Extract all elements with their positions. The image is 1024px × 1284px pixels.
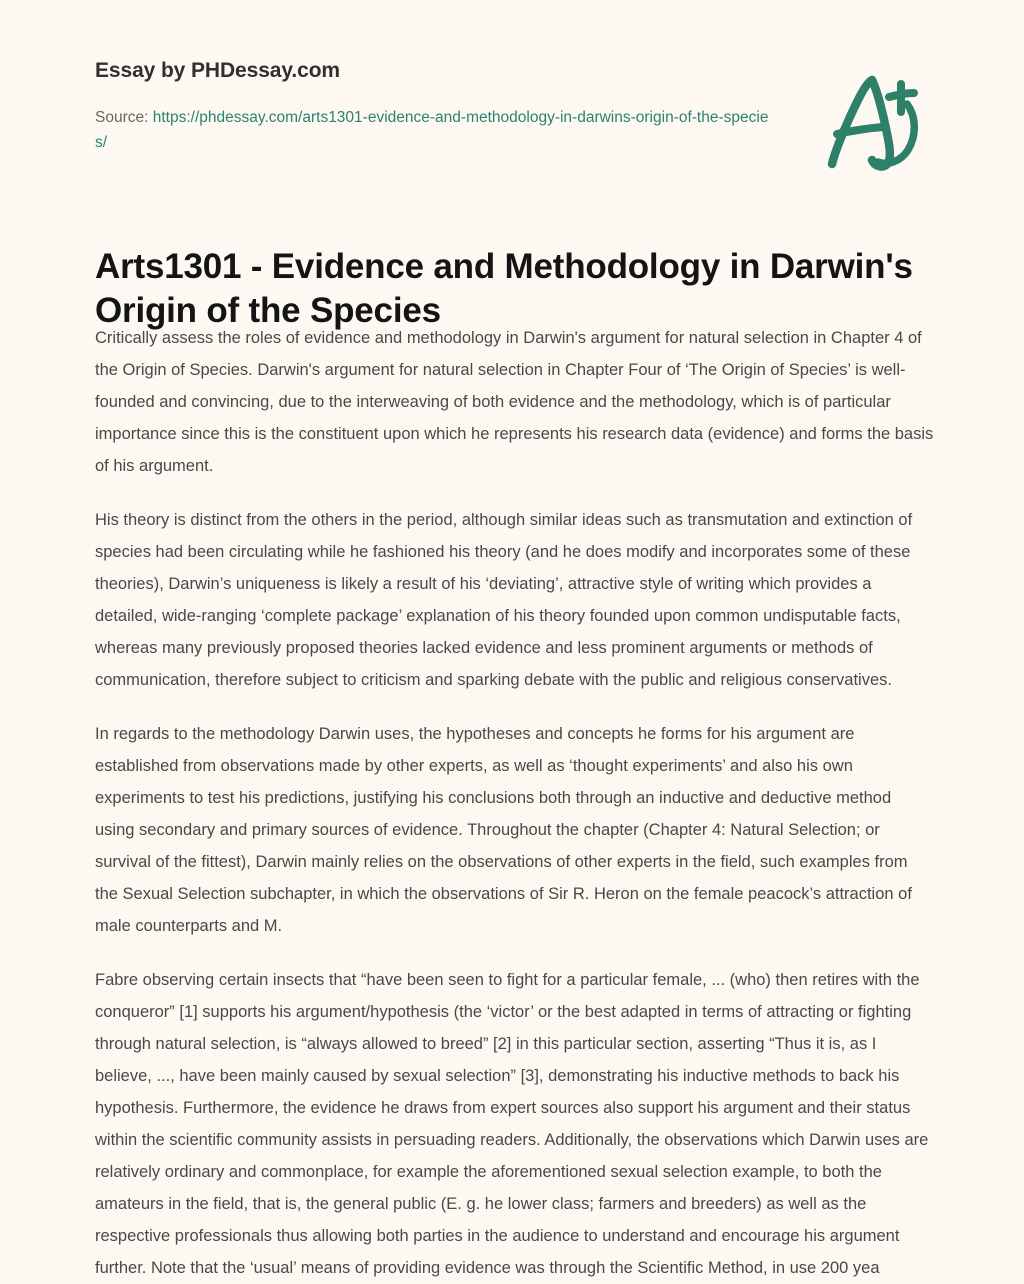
paragraph: In regards to the methodology Darwin uses, the hypotheses and concepts he forms for his argument are established from observations made by other experts, as well as ‘thought experiments’ and also his own experiments to test his predictions, justifying his conclusions both through an inductive and deductive method using secondary and primary sources of evidence. Throughout the chapter (Chapter 4: Natural Selection; or survival of the fittest), Darwin mainly relies on the observations of other experts in the field, such examples from the Sexual Selection subchapter, in which the observations of Sir R. Heron on the female peacock’s attraction of male counterparts and M.	[95, 725, 912, 935]
page-title: Arts1301 - Evidence and Methodology in Darwin's Origin of the Species	[95, 247, 913, 331]
page-header	[95, 58, 930, 155]
article-body	[95, 322, 935, 1284]
paragraph: Fabre observing certain insects that “have been seen to fight for a particular female, ... (who) then retires with the conqueror” [1] supports his argument/hypothesis (the ‘victor’ or the best adapted in terms of attracting or fighting through natural selection, is “always allowed to breed” [2] in this particular section, asserting “Thus it is, as I believe, ..., have been mainly caused by sexual selection” [3], demonstrating his inductive methods to back his hypothesis. Furthermore, the evidence he draws from expert sources also support his argument and their status within the scientific community assists in persuading readers. Additionally, the observations which Darwin uses are relatively ordinary and commonplace, for example the aforementioned sexual selection example, to both the amateurs in the field, that is, the general public (E. g. he lower class; farmers and breeders) as well as the respective professionals thus allowing both parties in the audience to understand and encourage his argument further. Note that the ‘usual’ means of providing evidence was through the Scientific Method, in use 200 yea	[95, 971, 929, 1277]
paragraph: Critically assess the roles of evidence and methodology in Darwin's argument for natural selection in Chapter 4 of the Origin of Species. Darwin's argument for natural selection in Chapter Four of ‘The Origin of Species’ is well-founded and convincing, due to the interweaving of both evidence and the methodology, which is of particular importance since this is the constituent upon which he represents his research data (evidence) and forms the basis of his argument.	[95, 329, 934, 475]
source-url-link[interactable]: https://phdessay.com/arts1301-evidence-and-methodology-in-darwins-origin-of-the-species/	[95, 109, 769, 151]
source-attribution	[95, 105, 775, 155]
source-label: Source:	[95, 109, 149, 126]
brand-byline: Essay by PHDessay.com	[95, 59, 340, 82]
a-plus-logo-icon	[812, 62, 932, 174]
paragraph: His theory is distinct from the others in the period, although similar ideas such as transmutation and extinction of species had been circulating while he fashioned his theory (and he does modify and incorporates some of these theories), Darwin’s uniqueness is likely a result of his ‘deviating’, attractive style of writing which provides a detailed, wide-ranging ‘complete package’ explanation of his theory founded upon common undisputable facts, whereas many previously proposed theories lacked evidence and less prominent arguments or methods of communication, therefore subject to criticism and sparking debate with the public and religious conservatives.	[95, 511, 913, 689]
